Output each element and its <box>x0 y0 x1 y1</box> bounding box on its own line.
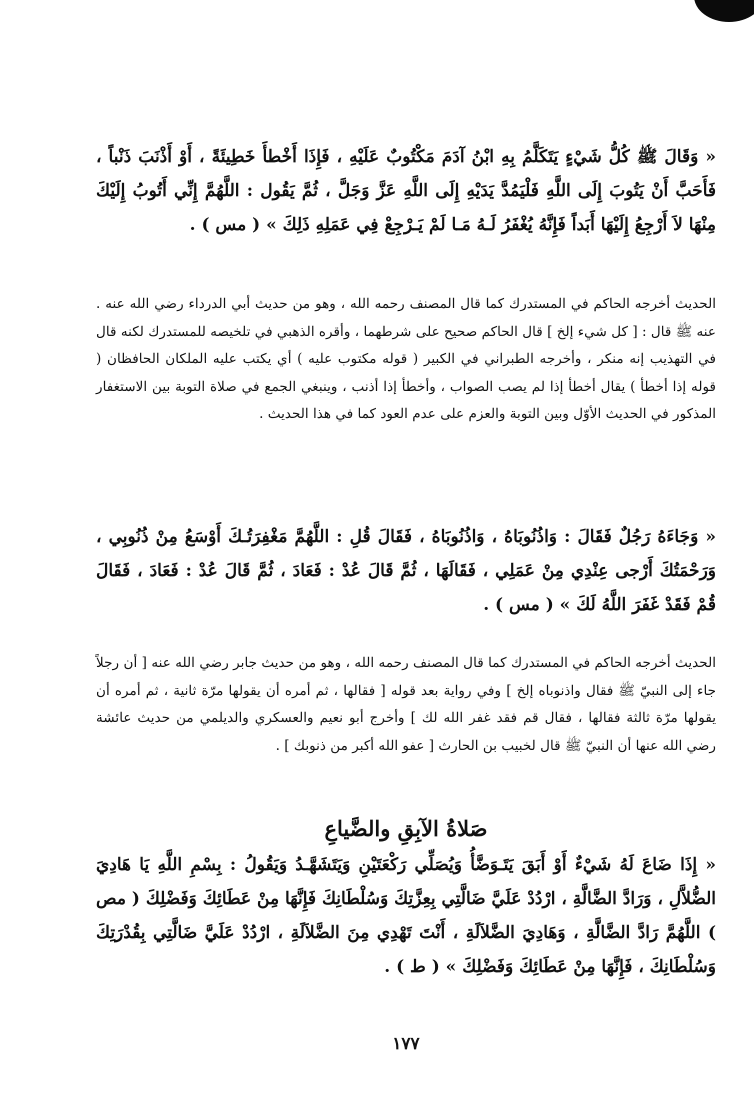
page-number: ١٧٧ <box>392 1034 420 1054</box>
commentary-1: الحديث أخرجه الحاكم في المستدرك كما قال المصنف رحمه الله ، وهو من حديث أبي الدرداء رضي الله عنه . عنه ﷺ قال : [ كل شيء إلخ ] قال الحاكم صحيح على شرطهما ، وأقره الذهبي في تلخيصه للمستدرك لكنه قال في التهذيب إنه منكر ، وأخرجه الطبراني في الكبير ( قوله مكتوب عليه ) أي يكتب عليه الملكان الحافظان ( قوله إذا أخطأ ) يقال أخطأ إذا لم يصب الصواب ، وأخطأ إذا أذنب ، وينبغي الجمع في صلاة التوبة بين الاستغفار المذكور في الحديث الأوّل وبين التوبة والعزم على عدم العود كما في هذا الحديث . <box>96 296 716 422</box>
commentary-2: الحديث أخرجه الحاكم في المستدرك كما قال المصنف رحمه الله ، وهو من حديث جابر رضي الله عنه [ أن رجلاً جاء إلى النبيّ ﷺ فقال واذنوباه إلخ ] وفي رواية بعد قوله [ فقالها ، ثم أمره أن يقولها مرّة ثانية ، ثم أمره أن يقولها مرّة ثالثة فقالها ، فقال قم فقد غفر الله لك ] وأخرج أبو نعيم والعسكري والديلمي من حديث عائشة رضي الله عنها أن النبيّ ﷺ قال لخبيب بن الحارث [ عفو الله أكبر من ذنوبك ] . <box>96 655 716 754</box>
book-page <box>96 0 716 1099</box>
hadith-3: « إِذَا ضَاعَ لَهُ شَيْءٌ أَوْ أَبَقَ يَتَـوَضَّأُ وَيُصَلِّي رَكْعَتَيْنِ وَيَتَشَهَّـدُ وَيَقُولُ : بِسْمِ اللَّهِ يَا هَادِيَ الضُّلاَّلِ ، وَرَادَّ الضَّالَّةِ ، ارْدُدْ عَلَيَّ ضَالَّتِي بِعِزَّتِكَ وَسُلْطَانِكَ فَإِنَّهَا مِنْ عَطَائِكَ وَفَضْلِكَ ( مص ) اللَّهُمَّ رَادَّ الضَّالَّةِ ، وَهَادِيَ الضَّلاَلَةِ ، أَنْتَ تَهْدِي مِنَ الضَّلاَلَةِ ، ارْدُدْ عَلَيَّ ضَالَّتِي بِقُدْرَتِكَ وَسُلْطَانِكَ ، فَإِنَّهَا مِنْ عَطَائِكَ وَفَضْلِكَ » ( ط ) . <box>96 855 716 977</box>
section-title: صَلاةُ الآبِقِ والضَّياعِ <box>324 816 488 841</box>
hadith-2: « وَجَاءَهُ رَجُلٌ فَقَالَ : وَاذُنُوبَاهُ ، وَاذُنُوبَاهُ ، فَقَالَ قُلِ : اللَّهُمَّ مَغْفِرَتُـكَ أَوْسَعُ مِنْ ذُنُوبِي ، وَرَحْمَتُكَ أَرْجى عِنْدِي مِنْ عَمَلِي ، فَقَالَهَا ، ثُمَّ قَالَ عُدْ : فَعَادَ ، ثُمَّ قَالَ عُدْ : فَعَادَ ، فَقَالَ قُمْ فَقَدْ غَفَرَ اللَّهُ لَكَ » ( مس ) . <box>96 527 716 615</box>
hadith-1: « وَقَالَ ﷺ كُلُّ شَيْءٍ يَتَكَلَّمُ بِهِ ابْنُ آدَمَ مَكْتُوبٌ عَلَيْهِ ، فَإِذَا أَخْطأَ خَطِيئَةً ، أَوْ أَذْنَبَ ذَنْباً ، فَأَحَبَّ أَنْ يَتُوبَ إِلَى اللَّهِ فَلْيَمُدَّ يَدَيْهِ إِلَى اللَّهِ عَزَّ وَجَلَّ ، ثُمَّ يَقُول : اللَّهُمَّ إِنِّي أَتُوبُ إِلَيْكَ مِنْهَا لاَ أَرْجِعُ إِلَيْهَا أَبَداً فَإِنَّهُ يُغْفَرُ لَـهُ مَـا لَمْ يَـرْجِعْ فِي عَمَلِهِ ذَلِكَ » ( مس ) . <box>96 147 716 235</box>
